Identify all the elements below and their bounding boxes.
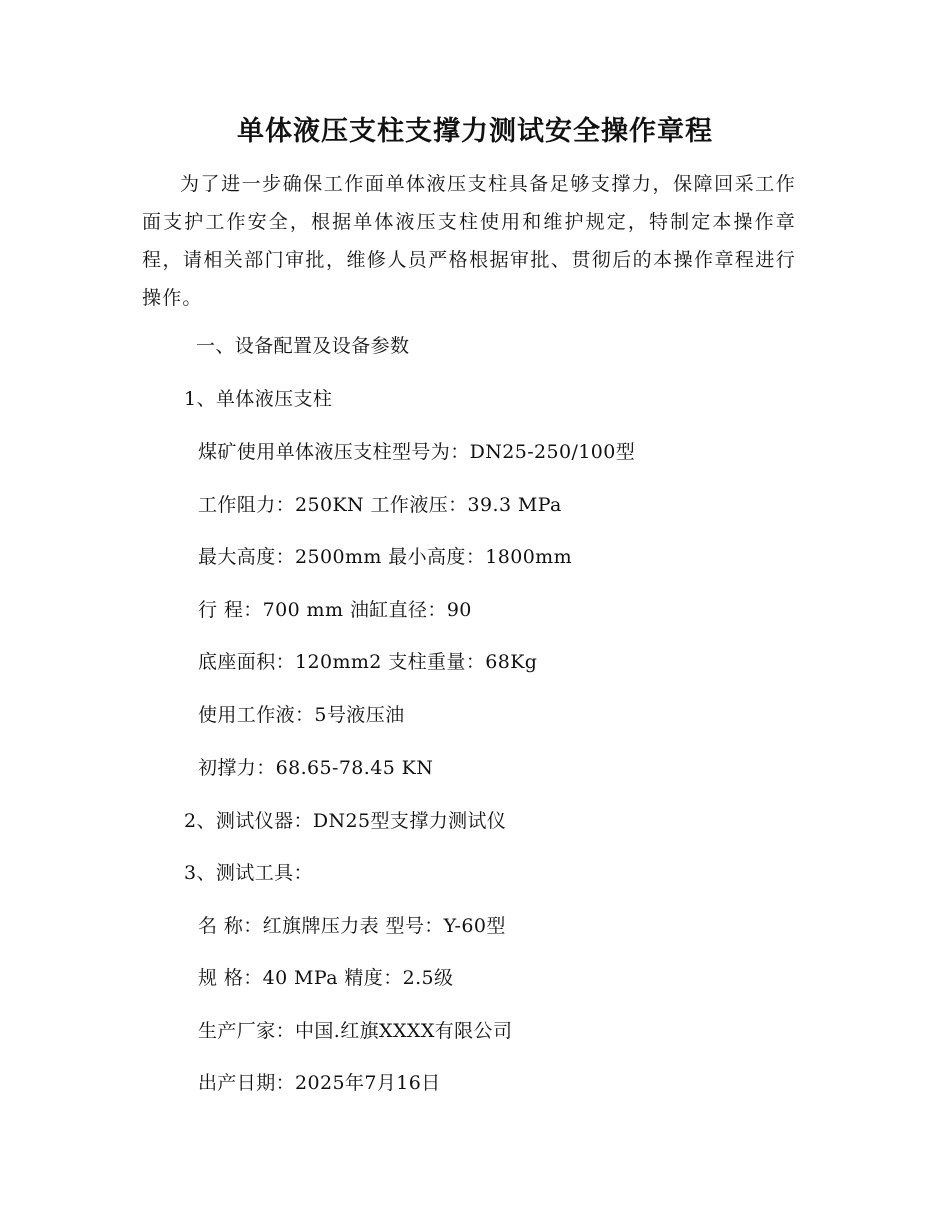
intro-paragraph: 为了进一步确保工作面单体液压支柱具备足够支撑力，保障回采工作面支护工作安全，根据单体液压支柱使用和维护规定，特制定本操作章程，请相关部门审批，维修人员严格根据审批、贯彻后的本操作章程进行操作。: [142, 173, 796, 309]
spec-line: 初撑力：68.65-78.45 KN: [198, 757, 434, 779]
spec-line: 生产厂家：中国.红旗XXXX有限公司: [198, 1020, 513, 1042]
spec-line: 工作阻力：250KN 工作液压：39.3 MPa: [198, 494, 562, 516]
spec-line: 底座面积：120mm2 支柱重量：68Kg: [198, 651, 538, 673]
spec-line: 规 格：40 MPa 精度：2.5级: [198, 967, 454, 989]
spec-line: 行 程：700 mm 油缸直径：90: [198, 599, 472, 621]
subsection-heading: 1、单体液压支柱: [184, 388, 333, 410]
spec-line: 名 称：红旗牌压力表 型号：Y-60型: [198, 915, 506, 937]
section-heading: 一、设备配置及设备参数: [196, 335, 410, 357]
document-title: 单体液压支柱支撑力测试安全操作章程: [237, 116, 713, 147]
spec-line: 煤矿使用单体液压支柱型号为：DN25-250/100型: [198, 441, 636, 463]
spec-line: 出产日期：2025年7月16日: [198, 1072, 441, 1094]
subsection-heading: 2、测试仪器：DN25型支撑力测试仪: [184, 810, 507, 832]
subsection-heading: 3、测试工具：: [184, 862, 313, 884]
spec-line: 最大高度：2500mm 最小高度：1800mm: [198, 546, 573, 568]
spec-line: 使用工作液：5号液压油: [198, 704, 405, 726]
